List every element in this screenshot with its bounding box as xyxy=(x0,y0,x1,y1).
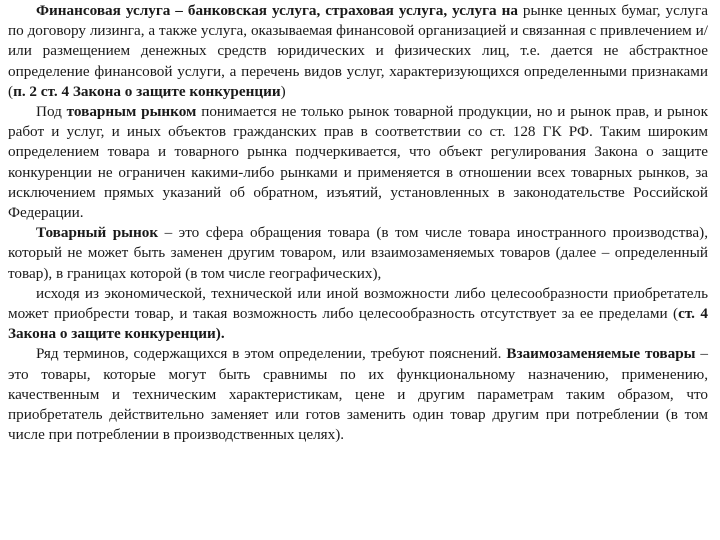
paragraph-financial-service xyxy=(8,1,708,102)
paragraph-commodity-market-definition xyxy=(8,223,708,284)
paragraph-buyer-possibility xyxy=(8,284,708,345)
text-segment: ) xyxy=(280,82,286,100)
text-segment: Взаимозаменяемые товары xyxy=(506,345,696,363)
text-segment: Ряд терминов, содержащихся в этом определении, требуют пояснений. xyxy=(36,345,507,363)
text-segment: Финансовая услуга – банковская услуга, страховая услуга, услуга на xyxy=(36,2,518,19)
text-segment: Товарный рынок xyxy=(36,224,159,242)
text-segment: – это сфера обращения товара (в том числе товара иностранного производства), который не может быть заменен другим товаром, или взаимозаменяемых товаров (далее – определенный товар), в границах которой (в том числе географических), xyxy=(8,224,708,282)
paragraph-commodity-market-scope xyxy=(8,102,708,223)
paragraph-interchangeable-goods xyxy=(8,344,708,445)
text-segment: рынке ценных бумаг, услуга по договору лизинга, а также услуга, оказываемая финансовой организацией и связанная с привлечением и/или размещением денежных средств юридических и физических лиц, т.е. дается не абстрактное определение финансовой услуги, а перечень видов услуг, характеризующихся определенными признаками ( xyxy=(8,2,708,100)
text-segment: товарным рынком xyxy=(66,103,197,121)
text-segment: понимается не только рынок товарной продукции, но и рынок прав, и рынок работ и услуг, и иных объектов гражданских прав в соответствии со ст. 128 ГК РФ. Таким широким определением товара и товарного рынка подчеркивается, что объект регулирования Закона о защите конкуренции не ограничен какими-либо рынками и применяется в отношении всех товарных рынков, за исключением прямых указаний об обратном, изъятий, установленных в законодательстве Российской Федерации. xyxy=(8,103,708,222)
text-segment: п. 2 ст. 4 Закона о защите конкуренции xyxy=(13,82,281,100)
text-segment: Под xyxy=(36,103,67,121)
text-segment: ст. 4 Закона о защите конкуренции). xyxy=(8,305,708,343)
text-segment: исходя из экономической, технической или иной возможности либо целесообразности приобретатель может приобрести товар, и такая возможность либо целесообразность отсутствует за ее пределами ( xyxy=(8,284,708,323)
text-segment: – это товары, которые могут быть сравнимы по их функциональному назначению, применению, качественным и техническим характеристикам, цене и другим параметрам таким образом, что приобретатель действительно заменяет или готов заменить один товар другим при потреблении (в том числе при потреблении в производственных целях). xyxy=(8,345,709,444)
